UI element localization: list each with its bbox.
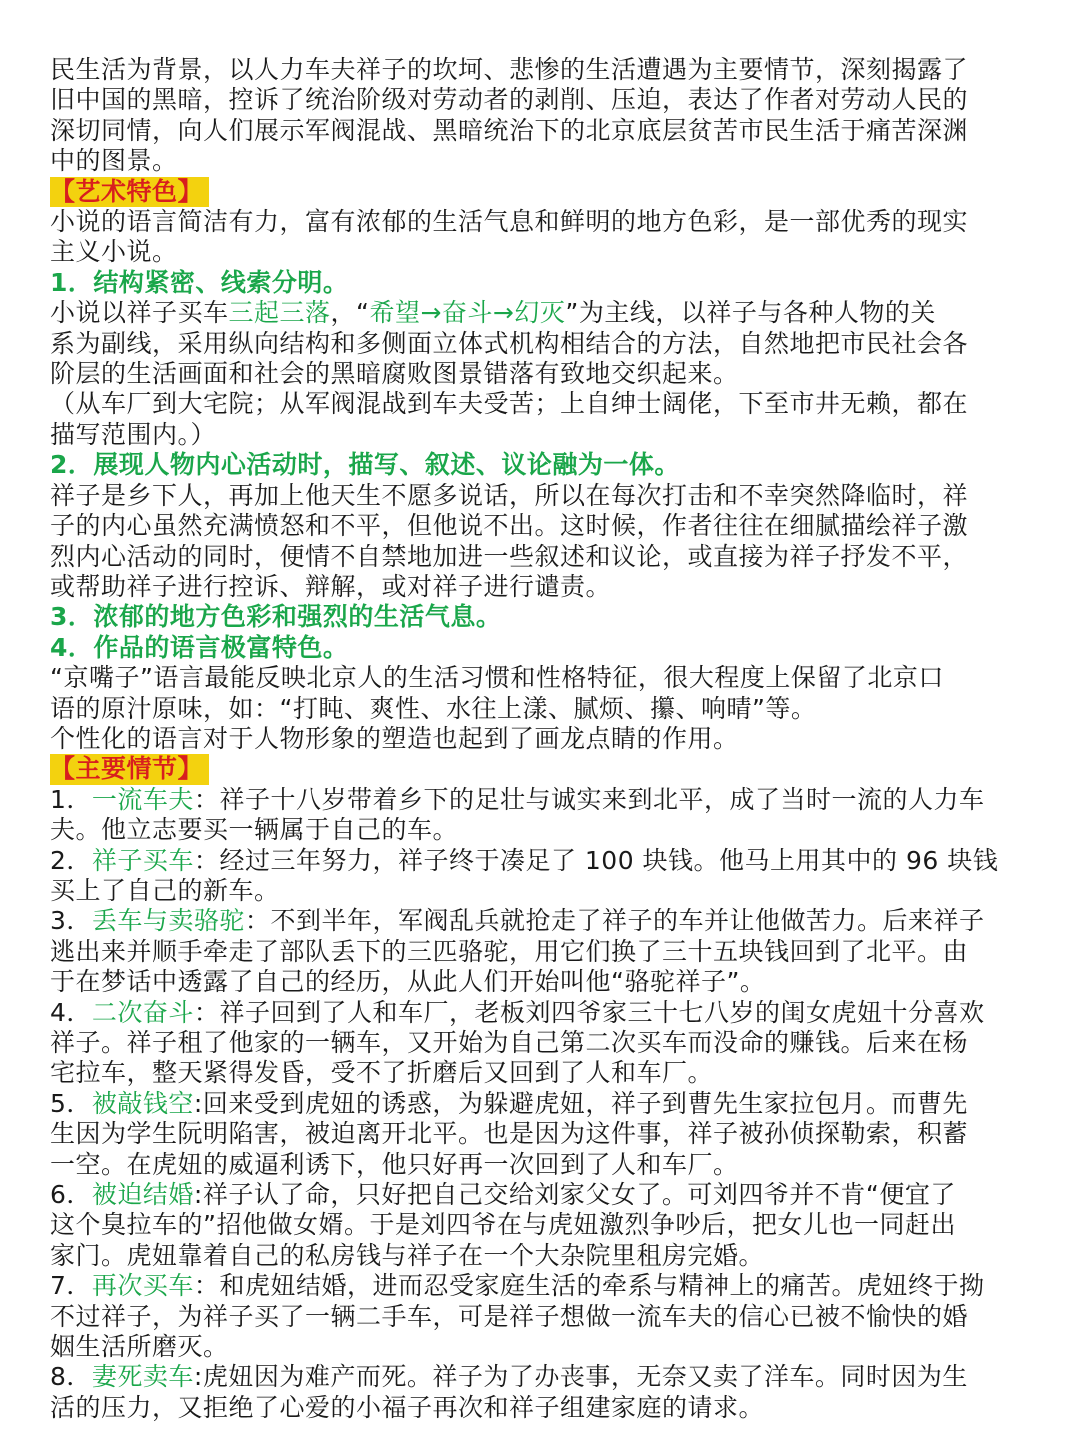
- plot-item-title: 被敲钱空: [91, 1088, 194, 1118]
- art-intro-line: 主义小说。: [50, 237, 178, 267]
- art-p4-line: 个性化的语言对于人物形象的塑造也起到了画龙点睛的作用。: [50, 723, 739, 753]
- art-point-1-first-line: [50, 298, 1032, 328]
- plot-item-text: 这个臭拉车的”招他做女婿。于是刘四爷在与虎妞激烈争吵后，把女儿也一同赶出: [50, 1210, 956, 1240]
- plot-item-line: [50, 1150, 1032, 1180]
- plot-item: [50, 998, 1032, 1089]
- plot-item-separator: ：: [193, 1271, 220, 1301]
- plot-item-separator: :: [193, 1180, 203, 1210]
- plot-item-text: 回来受到虎妞的诱惑，为躲避虎妞，祥子到曹先生家拉包月。而曹先: [202, 1088, 968, 1118]
- plot-item-line: [50, 1332, 1032, 1362]
- plot-item-title: 再次买车: [91, 1271, 194, 1301]
- plot-item-text: 不过祥子，为祥子买了一辆二手车，可是祥子想做一流车夫的信心已被不愉快的婚: [50, 1301, 969, 1331]
- plot-item-text: 姻生活所磨灭。: [50, 1332, 229, 1362]
- plot-item-line: [50, 1089, 1032, 1119]
- plot-item: [50, 1271, 1032, 1362]
- plot-item-text: 虎妞因为难产而死。祥子为了办丧事，无奈又卖了洋车。同时因为生: [202, 1362, 968, 1392]
- art-p1-line: （从车厂到大宅院；从军阀混战到车夫受苦；上自绅士阔佬，下至市井无赖，都在: [50, 389, 969, 419]
- art-point-4-title: 4．作品的语言极富特色。: [50, 632, 349, 662]
- plot-item-separator: ：: [244, 906, 271, 936]
- art-intro-line: 小说的语言简洁有力，富有浓郁的生活气息和鲜明的地方色彩，是一部优秀的现实: [50, 207, 969, 237]
- plot-item-text: 祥子十八岁带着乡下的足壮与诚实来到北平，成了当时一流的人力车: [219, 784, 985, 814]
- art-p4-line: “京嘴子”语言最能反映北京人的生活习惯和性格特征，很大程度上保留了北京口: [50, 663, 944, 693]
- plot-item-number: 5．: [50, 1088, 92, 1118]
- art-p1-highlight-2: 希望→奋斗→幻灭: [369, 298, 566, 328]
- plot-item-line: [50, 1393, 1032, 1423]
- plot-item-text: 家门。虎妞靠着自己的私房钱与祥子在一个大杂院里租房完婚。: [50, 1240, 765, 1270]
- plot-item-number: 3．: [50, 906, 92, 936]
- art-p2-line: 烈内心活动的同时，便情不自禁地加进一些叙述和议论，或直接为祥子抒发不平，: [50, 541, 969, 571]
- plot-item-text: 活的压力，又拒绝了心爱的小福子再次和祥子组建家庭的请求。: [50, 1392, 765, 1422]
- art-p1-text-a: 小说以祥子买车: [50, 298, 229, 328]
- plot-item-title: 被迫结婚: [91, 1180, 194, 1210]
- plot-item: [50, 1089, 1032, 1180]
- plot-item-text: 宅拉车，整天紧得发昏，受不了折磨后又回到了人和车厂。: [50, 1058, 714, 1088]
- art-point-1-title: 1．结构紧密、线索分明。: [50, 267, 349, 297]
- art-p2-line: 祥子是乡下人，再加上他天生不愿多说话，所以在每次打击和不幸突然降临时，祥: [50, 480, 969, 510]
- plot-item-separator: :: [193, 1362, 203, 1392]
- plot-item-text: 祥子。祥子租了他家的一辆车，又开始为自己第二次买车而没命的赚钱。后来在杨: [50, 1028, 969, 1057]
- plot-item-number: 7．: [50, 1271, 92, 1301]
- plot-item-text: 夫。他立志要买一辆属于自己的车。: [50, 815, 459, 845]
- intro-line: 旧中国的黑暗，控诉了统治阶级对劳动者的剥削、压迫，表达了作者对劳动人民的: [50, 85, 969, 115]
- intro-line: 民生活为背景，以人力车夫祥子的坎坷、悲惨的生活遭遇为主要情节，深刻揭露了: [50, 55, 969, 84]
- plot-item-title: 妻死卖车: [91, 1362, 194, 1392]
- plot-item-line: [50, 1058, 1032, 1088]
- plot-item-number: 2．: [50, 845, 92, 875]
- plot-item-line: [50, 1271, 1032, 1301]
- plot-item-text: 逃出来并顺手牵走了部队丢下的三匹骆驼，用它们换了三十五块钱回到了北平。由: [50, 936, 969, 966]
- plot-list: [50, 785, 1032, 1424]
- art-heading: 【艺术特色】: [50, 177, 209, 207]
- plot-item-separator: ：: [193, 784, 220, 814]
- plot-item-line: [50, 967, 1032, 997]
- plot-item-text: 经过三年努力，祥子终于凑足了 100 块钱。他马上用其中的 96 块钱: [219, 845, 999, 875]
- art-p1-line: 描写范围内。）: [50, 419, 217, 449]
- intro-line: 中的图景。: [50, 146, 178, 176]
- plot-item-separator: ：: [193, 845, 220, 875]
- art-point-2-title: 2．展现人物内心活动时，描写、叙述、议论融为一体。: [50, 450, 680, 480]
- plot-item-title: 祥子买车: [91, 845, 194, 875]
- plot-item-line: [50, 1241, 1032, 1271]
- plot-item-line: [50, 1180, 1032, 1210]
- plot-item: [50, 846, 1032, 907]
- plot-item-line: [50, 785, 1032, 815]
- plot-item-number: 8．: [50, 1362, 92, 1392]
- plot-item-text: 一空。在虎妞的威逼利诱下，他只好再一次回到了人和车厂。: [50, 1149, 739, 1179]
- plot-item-line: [50, 906, 1032, 936]
- plot-item-number: 1．: [50, 784, 92, 814]
- plot-item-title: 丢车与卖骆驼: [91, 906, 245, 936]
- plot-section: [50, 754, 1032, 1423]
- plot-item-line: [50, 1210, 1032, 1240]
- plot-item-line: [50, 876, 1032, 906]
- plot-item: [50, 1180, 1032, 1271]
- art-p1-text-c: ”为主线，以祥子与各种人物的关: [565, 298, 936, 328]
- plot-item-line: [50, 1028, 1032, 1058]
- plot-item-text: 于在梦话中透露了自己的经历，从此人们开始叫他“骆驼祥子”。: [50, 967, 766, 997]
- plot-item: [50, 785, 1032, 846]
- plot-item: [50, 906, 1032, 997]
- plot-item-text: 祥子认了命，只好把自己交给刘家父女了。可刘四爷并不肯“便宜了: [202, 1180, 956, 1210]
- plot-item-separator: ：: [193, 997, 220, 1027]
- plot-item: [50, 1362, 1032, 1423]
- plot-item-separator: :: [193, 1088, 203, 1118]
- art-p4-line: 语的原汁原味，如：“打盹、爽性、水往上漾、腻烦、攥、响晴”等。: [50, 693, 817, 723]
- plot-item-line: [50, 846, 1032, 876]
- art-p1-line: 阶层的生活画面和社会的黑暗腐败图景错落有致地交织起来。: [50, 359, 739, 389]
- plot-item-text: 祥子回到了人和车厂，老板刘四爷家三十七八岁的闺女虎妞十分喜欢: [219, 997, 985, 1027]
- art-p2-line: 或帮助祥子进行控诉、辩解，或对祥子进行谴责。: [50, 571, 612, 601]
- intro-line: 深切同情，向人们展示军阀混战、黑暗统治下的北京底层贫苦市民生活于痛苦深渊: [50, 115, 969, 145]
- art-p1-highlight-1: 三起三落: [228, 298, 331, 328]
- plot-item-line: [50, 1119, 1032, 1149]
- plot-heading: 【主要情节】: [50, 754, 209, 784]
- art-point-3-title: 3．浓郁的地方色彩和强烈的生活气息。: [50, 602, 502, 632]
- art-section: [50, 177, 1032, 755]
- plot-item-line: [50, 1302, 1032, 1332]
- plot-item-title: 一流车夫: [91, 784, 194, 814]
- plot-item-line: [50, 998, 1032, 1028]
- plot-item-number: 6．: [50, 1180, 92, 1210]
- plot-item-number: 4．: [50, 997, 92, 1027]
- plot-item-line: [50, 937, 1032, 967]
- art-p2-line: 子的内心虽然充满愤怒和不平，但他说不出。这时候，作者往往在细腻描绘祥子激: [50, 511, 969, 541]
- plot-item-text: 不到半年，军阀乱兵就抢走了祥子的车并让他做苦力。后来祥子: [270, 906, 985, 936]
- plot-item-text: 买上了自己的新车。: [50, 875, 280, 905]
- plot-item-text: 生因为学生阮明陷害，被迫离开北平。也是因为这件事，祥子被孙侦探勒索，积蓄: [50, 1119, 969, 1149]
- art-p1-text-b: ，“: [330, 298, 370, 328]
- art-p1-line: 系为副线，采用纵向结构和多侧面立体式机构相结合的方法，自然地把市民社会各: [50, 328, 969, 358]
- plot-item-line: [50, 1362, 1032, 1392]
- intro-paragraph: [50, 55, 1032, 177]
- plot-item-title: 二次奋斗: [91, 997, 194, 1027]
- plot-item-text: 和虎妞结婚，进而忍受家庭生活的牵系与精神上的痛苦。虎妞终于拗: [219, 1271, 985, 1301]
- plot-item-line: [50, 815, 1032, 845]
